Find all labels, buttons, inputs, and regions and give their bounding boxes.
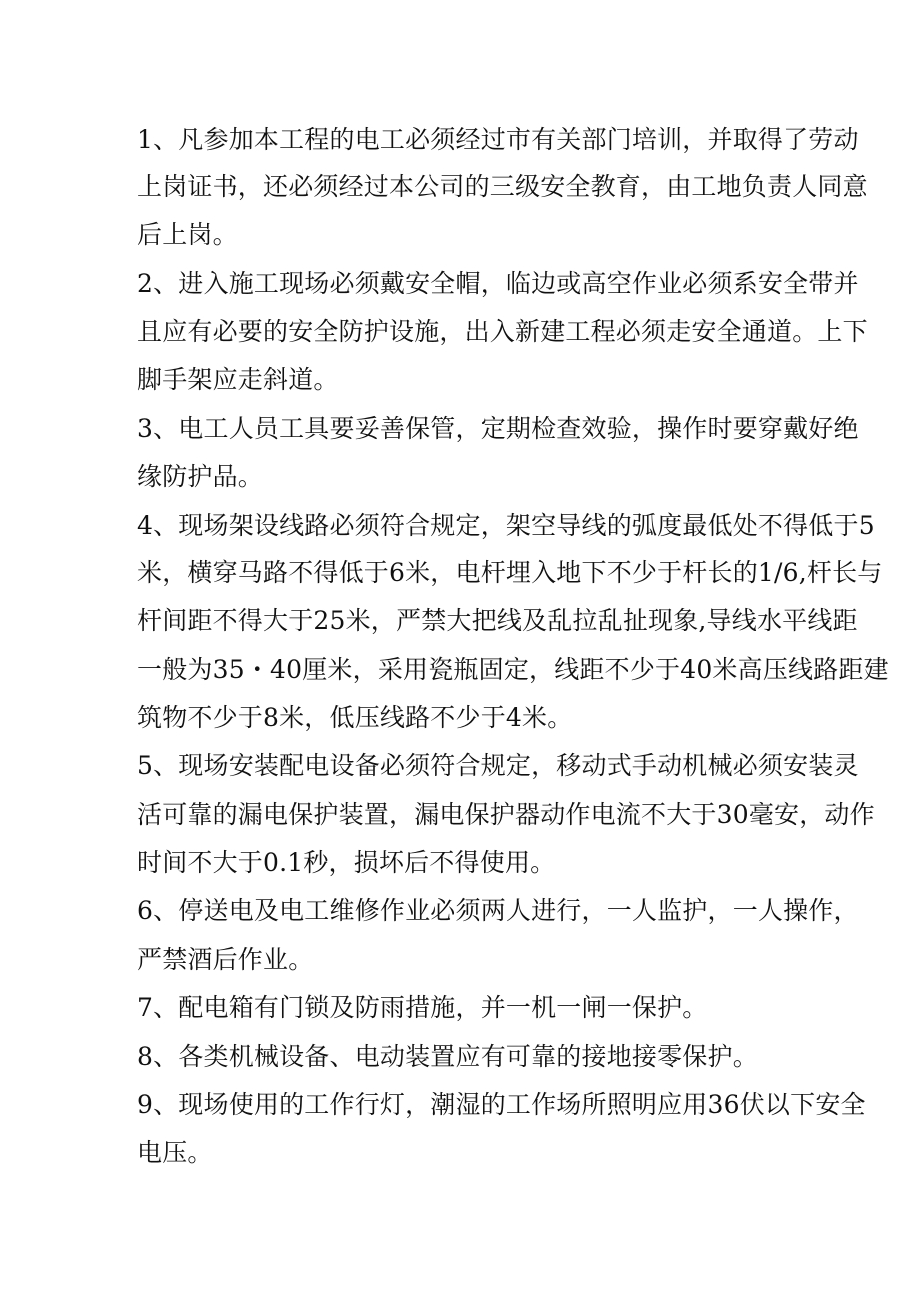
text-line: 电压。 bbox=[137, 1138, 213, 1167]
text-line: 3、电工人员工具要妥善保管，定期检查效验，操作时要穿戴好绝 bbox=[137, 414, 859, 443]
text-line: 7、配电箱有门锁及防雨措施，并一机一闸一保护。 bbox=[137, 993, 708, 1022]
text-line: 2、进入施工现场必须戴安全帽，临边或高空作业必须系安全带并 bbox=[137, 269, 859, 298]
text-line: 4、现场架设线路必须符合规定，架空导线的弧度最低处不得低于5 bbox=[137, 511, 875, 540]
text-line: 脚手架应走斜道。 bbox=[137, 365, 339, 394]
text-line: 时间不大于0.1秒，损坏后不得使用。 bbox=[137, 848, 556, 877]
text-line: 8、各类机械设备、电动装置应有可靠的接地接零保护。 bbox=[137, 1042, 758, 1071]
text-line: 9、现场使用的工作行灯，潮湿的工作场所照明应用36伏以下安全 bbox=[137, 1090, 866, 1119]
text-line: 活可靠的漏电保护装置，漏电保护器动作电流不大于30毫安，动作 bbox=[137, 800, 875, 829]
text-line: 5、现场安装配电设备必须符合规定，移动式手动机械必须安装灵 bbox=[137, 751, 859, 780]
text-line: 且应有必要的安全防护设施，出入新建工程必须走安全通道。上下 bbox=[137, 317, 868, 346]
text-line: 一般为35・40厘米，采用瓷瓶固定，线距不少于40米高压线路距建 bbox=[137, 655, 889, 684]
text-line: 后上岗。 bbox=[137, 220, 238, 249]
text-line: 杆间距不得大于25米，严禁大把线及乱拉乱扯现象,导线水平线距 bbox=[137, 606, 858, 635]
text-line: 上岗证书，还必须经过本公司的三级安全教育，由工地负责人同意 bbox=[137, 172, 868, 201]
text-line: 筑物不少于8米，低压线路不少于4米。 bbox=[137, 703, 573, 732]
text-line: 米，横穿马路不得低于6米，电杆埋入地下不少于杆长的1/6,杆长与 bbox=[137, 558, 883, 587]
text-line: 严禁酒后作业。 bbox=[137, 945, 314, 974]
text-line: 1、凡参加本工程的电工必须经过市有关部门培训，并取得了劳动 bbox=[137, 125, 859, 154]
text-line: 6、停送电及电工维修作业必须两人进行，一人监护，一人操作， bbox=[137, 896, 859, 925]
text-line: 缘防护品。 bbox=[137, 462, 264, 491]
